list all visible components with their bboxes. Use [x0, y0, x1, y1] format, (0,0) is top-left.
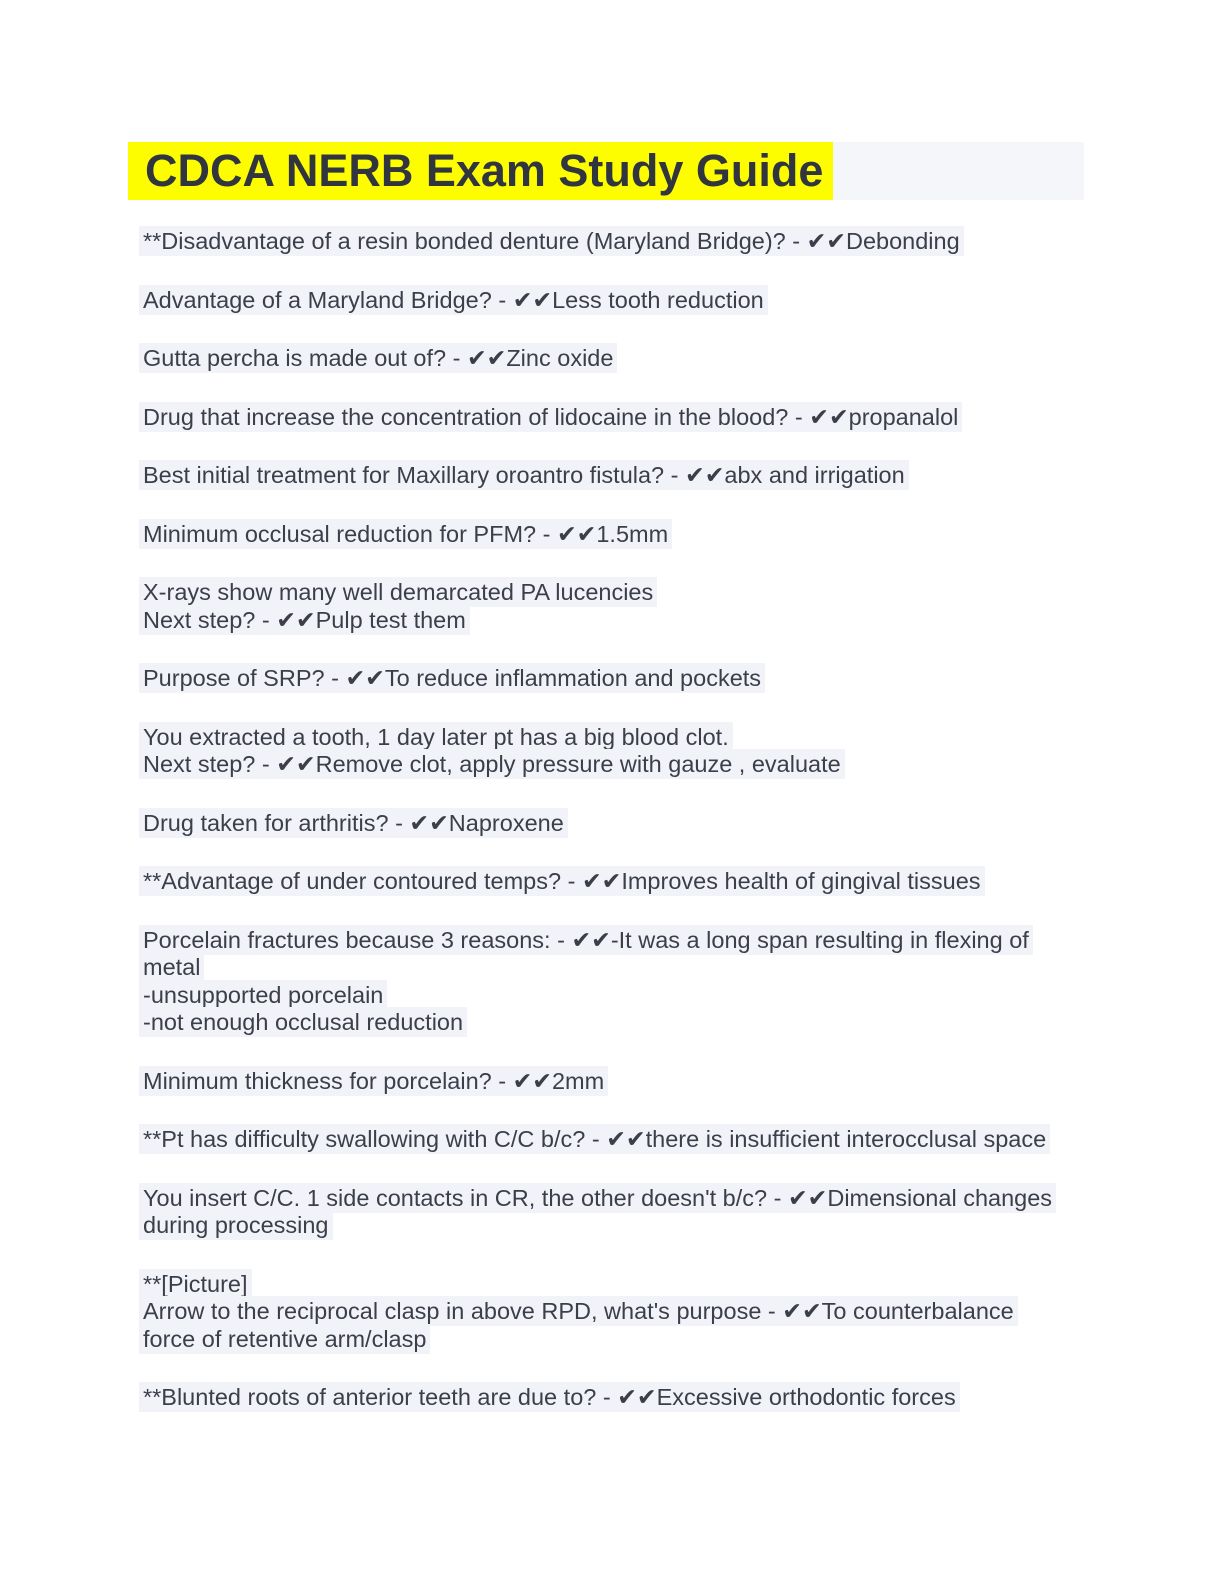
qa-line: -not enough occlusal reduction — [139, 1007, 467, 1037]
qa-block — [139, 287, 1085, 315]
qa-block — [139, 228, 1085, 256]
qa-line: **Blunted roots of anterior teeth are due to? - ✔✔Excessive orthodontic forces — [139, 1382, 960, 1412]
qa-block — [139, 810, 1085, 838]
qa-line: Best initial treatment for Maxillary oroantro fistula? - ✔✔abx and irrigation — [139, 460, 909, 490]
document-title-row — [128, 142, 1084, 200]
qa-line: Drug taken for arthritis? - ✔✔Naproxene — [139, 808, 568, 838]
qa-block — [139, 927, 1085, 1037]
qa-line: Gutta percha is made out of? - ✔✔Zinc oxide — [139, 343, 617, 373]
qa-line: X-rays show many well demarcated PA lucencies — [139, 577, 657, 607]
qa-line: Porcelain fractures because 3 reasons: - ✔✔-It was a long span resulting in flexing of — [139, 925, 1033, 955]
qa-block — [139, 521, 1085, 549]
qa-line: Minimum thickness for porcelain? - ✔✔2mm — [139, 1066, 608, 1096]
qa-line: Arrow to the reciprocal clasp in above RPD, what's purpose - ✔✔To counterbalance — [139, 1296, 1018, 1326]
qa-line: metal — [139, 952, 204, 982]
qa-line: during processing — [139, 1210, 333, 1240]
qa-line: **Disadvantage of a resin bonded denture (Maryland Bridge)? - ✔✔Debonding — [139, 226, 964, 256]
qa-block — [139, 345, 1085, 373]
qa-block — [139, 1384, 1085, 1412]
qa-block — [139, 404, 1085, 432]
qa-line: Minimum occlusal reduction for PFM? - ✔✔1.5mm — [139, 519, 672, 549]
qa-block — [139, 1271, 1085, 1354]
qa-line: You extracted a tooth, 1 day later pt has a big blood clot. — [139, 722, 733, 752]
qa-block — [139, 1068, 1085, 1096]
qa-block — [139, 579, 1085, 634]
qa-block — [139, 868, 1085, 896]
qa-line: force of retentive arm/clasp — [139, 1324, 430, 1354]
qa-line: Next step? - ✔✔Remove clot, apply pressure with gauze , evaluate — [139, 749, 845, 779]
qa-line: **[Picture] — [139, 1269, 252, 1299]
qa-line: **Pt has difficulty swallowing with C/C b/c? - ✔✔there is insufficient interocclusal space — [139, 1124, 1050, 1154]
qa-block — [139, 1126, 1085, 1154]
document-body — [139, 228, 1085, 1412]
qa-line: -unsupported porcelain — [139, 980, 387, 1010]
document-title: CDCA NERB Exam Study Guide — [128, 142, 833, 200]
qa-line: Next step? - ✔✔Pulp test them — [139, 605, 470, 635]
qa-line: Advantage of a Maryland Bridge? - ✔✔Less tooth reduction — [139, 285, 768, 315]
qa-block — [139, 724, 1085, 779]
qa-block — [139, 462, 1085, 490]
qa-line: Purpose of SRP? - ✔✔To reduce inflammation and pockets — [139, 663, 765, 693]
qa-line: **Advantage of under contoured temps? - ✔✔Improves health of gingival tissues — [139, 866, 985, 896]
qa-block — [139, 665, 1085, 693]
qa-line: You insert C/C. 1 side contacts in CR, the other doesn't b/c? - ✔✔Dimensional changes — [139, 1183, 1056, 1213]
qa-line: Drug that increase the concentration of lidocaine in the blood? - ✔✔propanalol — [139, 402, 962, 432]
qa-block — [139, 1185, 1085, 1240]
